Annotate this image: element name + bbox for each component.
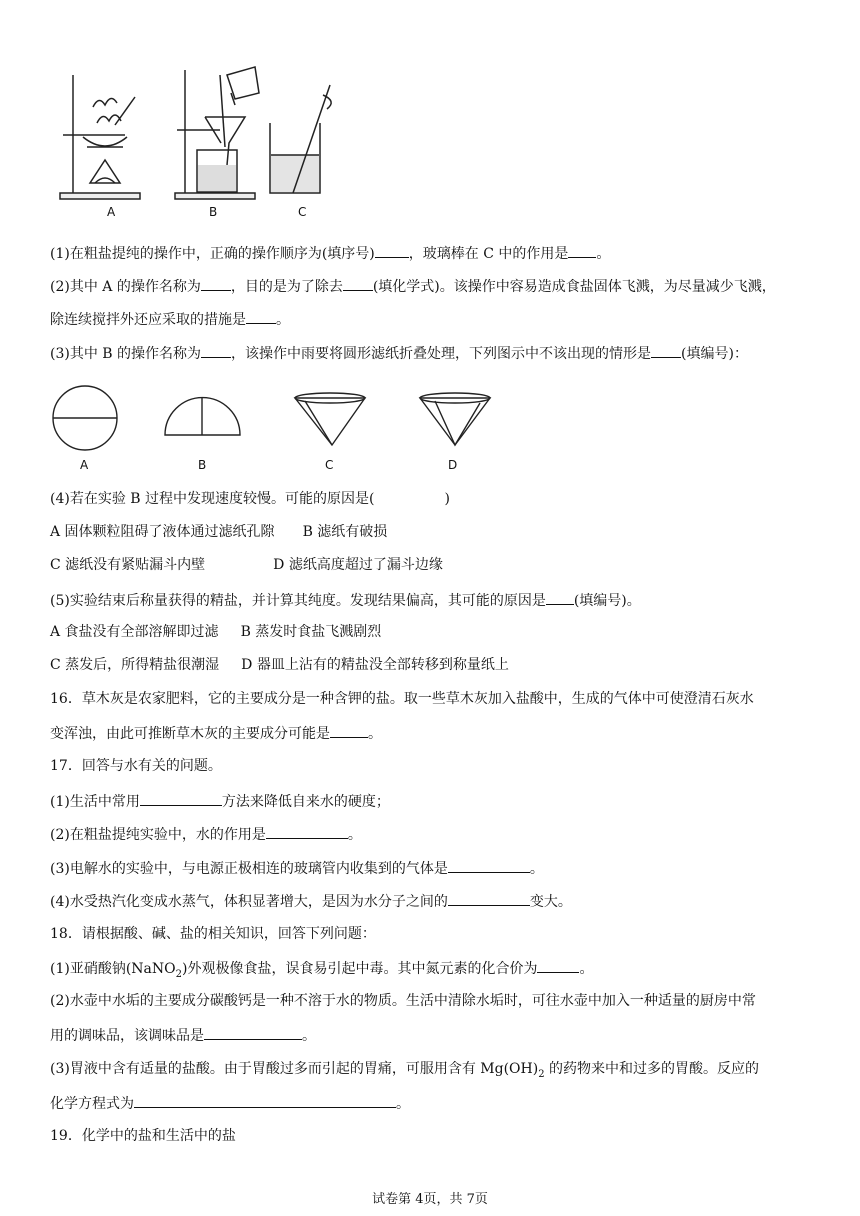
option-d[interactable]: D 器皿上沾有的精盐没全部转移到称量纸上 [241, 657, 509, 673]
filter-label-d: D [448, 458, 458, 472]
option-c[interactable]: C 蒸发后，所得精盐很潮湿 [50, 657, 220, 673]
answer-blank[interactable] [204, 1025, 302, 1040]
filtration-apparatus [175, 67, 259, 199]
q17-part1: (1)生活中常用 方法来降低自来水的硬度； [50, 791, 390, 811]
q16-line1: 16．草木灰是农家肥料，它的主要成分是一种含钾的盐。取一些草木灰加入盐酸中，生成的气体中可使澄清石灰水 [50, 691, 754, 707]
q18-part2-line1: (2)水壶中水垢的主要成分碳酸钙是一种不溶于水的物质。生活中清除水垢时，可往水壶中加入一种适量的厨房中常 [50, 993, 756, 1009]
apparatus-figure [55, 65, 345, 215]
dissolving-apparatus [270, 85, 331, 193]
q15-part2-line1: (2)其中 A 的操作名称为 ，目的是为了除去 (填化学式)。该操作中容易造成食盐固体飞溅，为尽量减少飞溅， [50, 276, 776, 296]
page-footer: 试卷第 4页，共 7页 [372, 1192, 488, 1207]
q19-title: 19．化学中的盐和生活中的盐 [50, 1128, 236, 1144]
option-c[interactable]: C 滤纸没有紧贴漏斗内壁 [50, 557, 206, 573]
answer-blank[interactable] [537, 958, 579, 973]
q15-part5: (5)实验结束后称量获得的精盐，并计算其纯度。发现结果偏高，其可能的原因是 (填编号)。 [50, 590, 641, 610]
answer-blank[interactable] [651, 343, 681, 358]
q17-part4: (4)水受热汽化变成水蒸气，体积显著增大，是因为水分子之间的 变大。 [50, 891, 572, 911]
q15-part2-line2: 除连续搅拌外还应采取的措施是 。 [50, 309, 290, 329]
filter-label-a: A [80, 458, 89, 472]
answer-blank[interactable] [343, 276, 373, 291]
filter-label-b: B [198, 458, 207, 472]
q18-part3-line2: 化学方程式为 。 [50, 1093, 410, 1113]
q15-part4-options-ab [50, 523, 387, 541]
answer-blank[interactable] [201, 343, 231, 358]
answer-blank[interactable] [448, 891, 530, 906]
filter-cone-c [295, 398, 365, 445]
q16-line2: 变浑浊，由此可推断草木灰的主要成分可能是 。 [50, 723, 382, 743]
apparatus-label-b: B [209, 205, 218, 219]
apparatus-label-c: C [298, 205, 307, 219]
answer-blank[interactable] [568, 243, 596, 258]
answer-blank[interactable] [266, 824, 348, 839]
filter-label-c: C [325, 458, 334, 472]
answer-blank[interactable] [546, 590, 574, 605]
q15-part4: (4)若在实验 B 过程中发现速度较慢。可能的原因是( ) [50, 491, 450, 507]
q15-part1: (1)在粗盐提纯的操作中，正确的操作顺序为(填序号) ，玻璃棒在 C 中的作用是 。 [50, 243, 610, 263]
answer-blank[interactable] [330, 723, 368, 738]
q17-title: 17．回答与水有关的问题。 [50, 758, 222, 774]
q17-part3: (3)电解水的实验中，与电源正极相连的玻璃管内收集到的气体是 。 [50, 858, 544, 878]
option-a[interactable]: A 食盐没有全部溶解即过滤 [50, 624, 219, 640]
evaporation-apparatus [60, 75, 140, 199]
q15-part3: (3)其中 B 的操作名称为 ，该操作中雨要将圆形滤纸折叠处理，下列图示中不该出现的情形是 (填编号)： [50, 343, 748, 363]
apparatus-label-a: A [107, 205, 116, 219]
option-a[interactable]: A 固体颗粒阻碍了液体通过滤纸孔隙 [50, 524, 275, 540]
q18-part3-line1: (3)胃液中含有适量的盐酸。由于胃酸过多而引起的胃痛，可服用含有 $Mg(OH)_2$ 的药物来中和过多的胃酸。反应的 [50, 1061, 760, 1080]
q18-title: 18．请根据酸、碱、盐的相关知识，回答下列问题： [50, 926, 376, 942]
answer-blank[interactable] [201, 276, 231, 291]
answer-blank[interactable] [246, 309, 276, 324]
answer-blank[interactable] [140, 791, 222, 806]
q18-part2-line2: 用的调味品，该调味品是 。 [50, 1025, 316, 1045]
answer-blank[interactable] [448, 858, 530, 873]
q15-part5-options-cd [50, 656, 509, 674]
option-d[interactable]: D 滤纸高度超过了漏斗边缘 [273, 557, 443, 573]
option-b[interactable]: B 蒸发时食盐飞溅剧烈 [240, 624, 382, 640]
answer-blank[interactable] [375, 243, 409, 258]
option-b[interactable]: B 滤纸有破损 [302, 524, 388, 540]
q17-part2: (2)在粗盐提纯实验中，水的作用是 。 [50, 824, 362, 844]
filter-paper-figure [50, 383, 500, 453]
q15-part5-options-ab [50, 623, 381, 641]
q15-part4-options-cd [50, 556, 443, 574]
q18-part1: (1)亚硝酸钠(NaNO$_2$)外观极像食盐，误食易引起中毒。其中氮元素的化合价为 。 [50, 958, 593, 984]
answer-blank[interactable] [134, 1093, 396, 1108]
